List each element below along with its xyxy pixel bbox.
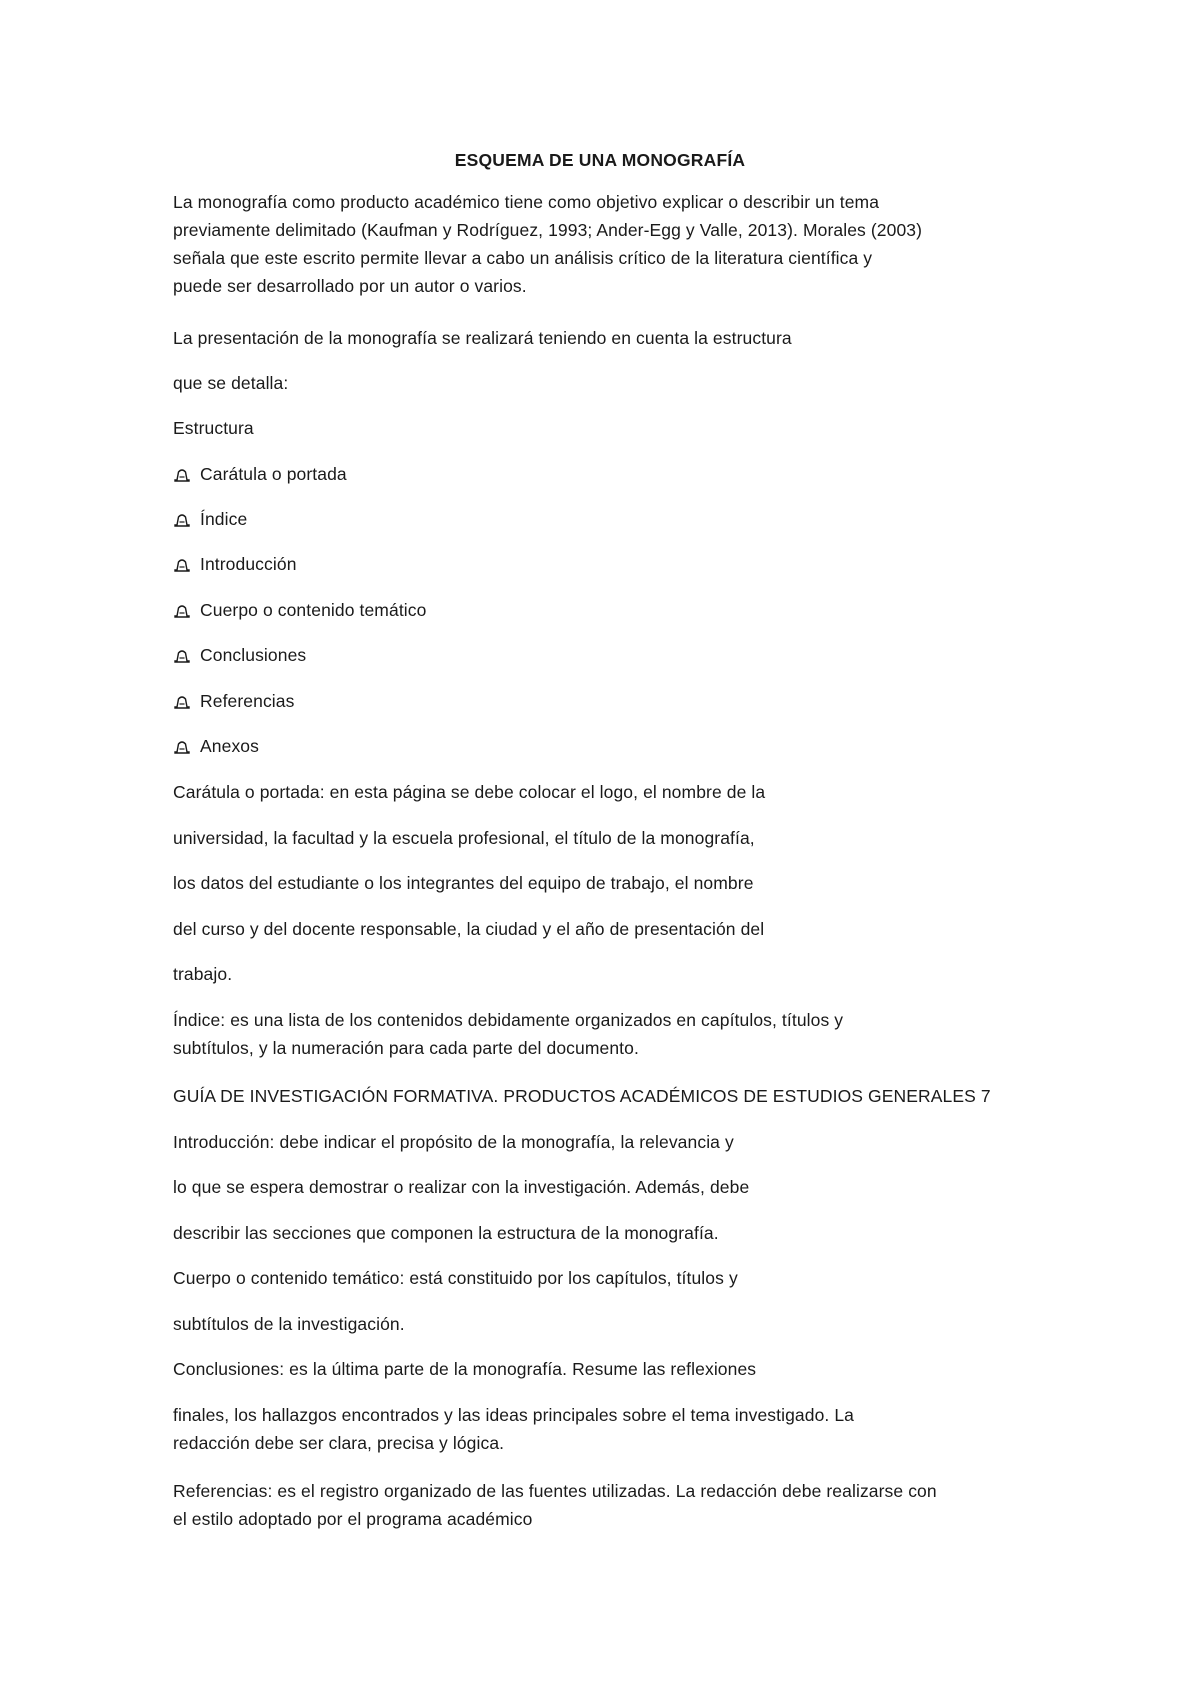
caratula-line: del curso y del docente responsable, la ciudad y el año de presentación del [173, 919, 765, 939]
guide-header: GUÍA DE INVESTIGACIÓN FORMATIVA. PRODUCTOS ACADÉMICOS DE ESTUDIOS GENERALES 7 [173, 1086, 991, 1106]
caratula-line: Carátula o portada: en esta página se debe colocar el logo, el nombre de la [173, 782, 766, 802]
structure-heading: Estructura [173, 418, 254, 438]
bell-bullet-icon [173, 558, 191, 572]
structure-item-label: Introducción [200, 554, 297, 574]
caratula-line: trabajo. [173, 964, 233, 984]
intro-line: La monografía como producto académico tiene como objetivo explicar o describir un tema [173, 192, 880, 212]
caratula-line: los datos del estudiante o los integrantes del equipo de trabajo, el nombre [173, 873, 754, 893]
indice-line: Índice: es una lista de los contenidos debidamente organizados en capítulos, títulos y [173, 1010, 844, 1030]
structure-item-label: Referencias [200, 691, 295, 711]
referencias-line: Referencias: es el registro organizado de las fuentes utilizadas. La redacción debe realizarse con [173, 1481, 937, 1501]
bell-bullet-icon [173, 695, 191, 709]
structure-item [173, 688, 294, 715]
bell-bullet-icon [173, 649, 191, 663]
indice-line: subtítulos, y la numeración para cada parte del documento. [173, 1038, 639, 1058]
bell-bullet-icon [173, 513, 191, 527]
bell-bullet-icon [173, 604, 191, 618]
structure-item-label: Carátula o portada [200, 464, 347, 484]
introduccion-line: describir las secciones que componen la estructura de la monografía. [173, 1223, 719, 1243]
structure-item [173, 506, 247, 533]
introduccion-line: lo que se espera demostrar o realizar con la investigación. Además, debe [173, 1177, 750, 1197]
structure-item-label: Cuerpo o contenido temático [200, 600, 427, 620]
structure-item [173, 461, 347, 488]
conclusiones-line: Conclusiones: es la última parte de la monografía. Resume las reflexiones [173, 1359, 757, 1379]
presentation-line: La presentación de la monografía se realizará teniendo en cuenta la estructura [173, 328, 792, 348]
bell-bullet-icon [173, 468, 191, 482]
conclusiones-line: finales, los hallazgos encontrados y las ideas principales sobre el tema investigado. La [173, 1405, 854, 1425]
structure-item-label: Índice [200, 509, 248, 529]
intro-line: puede ser desarrollado por un autor o varios. [173, 276, 527, 296]
bell-bullet-icon [173, 740, 191, 754]
structure-item [173, 642, 306, 669]
intro-line: previamente delimitado (Kaufman y Rodríguez, 1993; Ander-Egg y Valle, 2013). Morales (2003) [173, 220, 923, 240]
cuerpo-line: Cuerpo o contenido temático: está constituido por los capítulos, títulos y [173, 1268, 738, 1288]
cuerpo-line: subtítulos de la investigación. [173, 1314, 405, 1334]
structure-item [173, 551, 297, 578]
structure-item [173, 597, 426, 624]
document-title: ESQUEMA DE UNA MONOGRAFÍA [454, 150, 746, 170]
presentation-line: que se detalla: [173, 373, 289, 393]
structure-item-label: Anexos [200, 736, 259, 756]
structure-item [173, 733, 259, 760]
intro-line: señala que este escrito permite llevar a cabo un análisis crítico de la literatura científica y [173, 248, 873, 268]
structure-item-label: Conclusiones [200, 645, 307, 665]
introduccion-line: Introducción: debe indicar el propósito de la monografía, la relevancia y [173, 1132, 734, 1152]
caratula-line: universidad, la facultad y la escuela profesional, el título de la monografía, [173, 828, 755, 848]
conclusiones-line: redacción debe ser clara, precisa y lógica. [173, 1433, 505, 1453]
referencias-line: el estilo adoptado por el programa académico [173, 1509, 533, 1529]
